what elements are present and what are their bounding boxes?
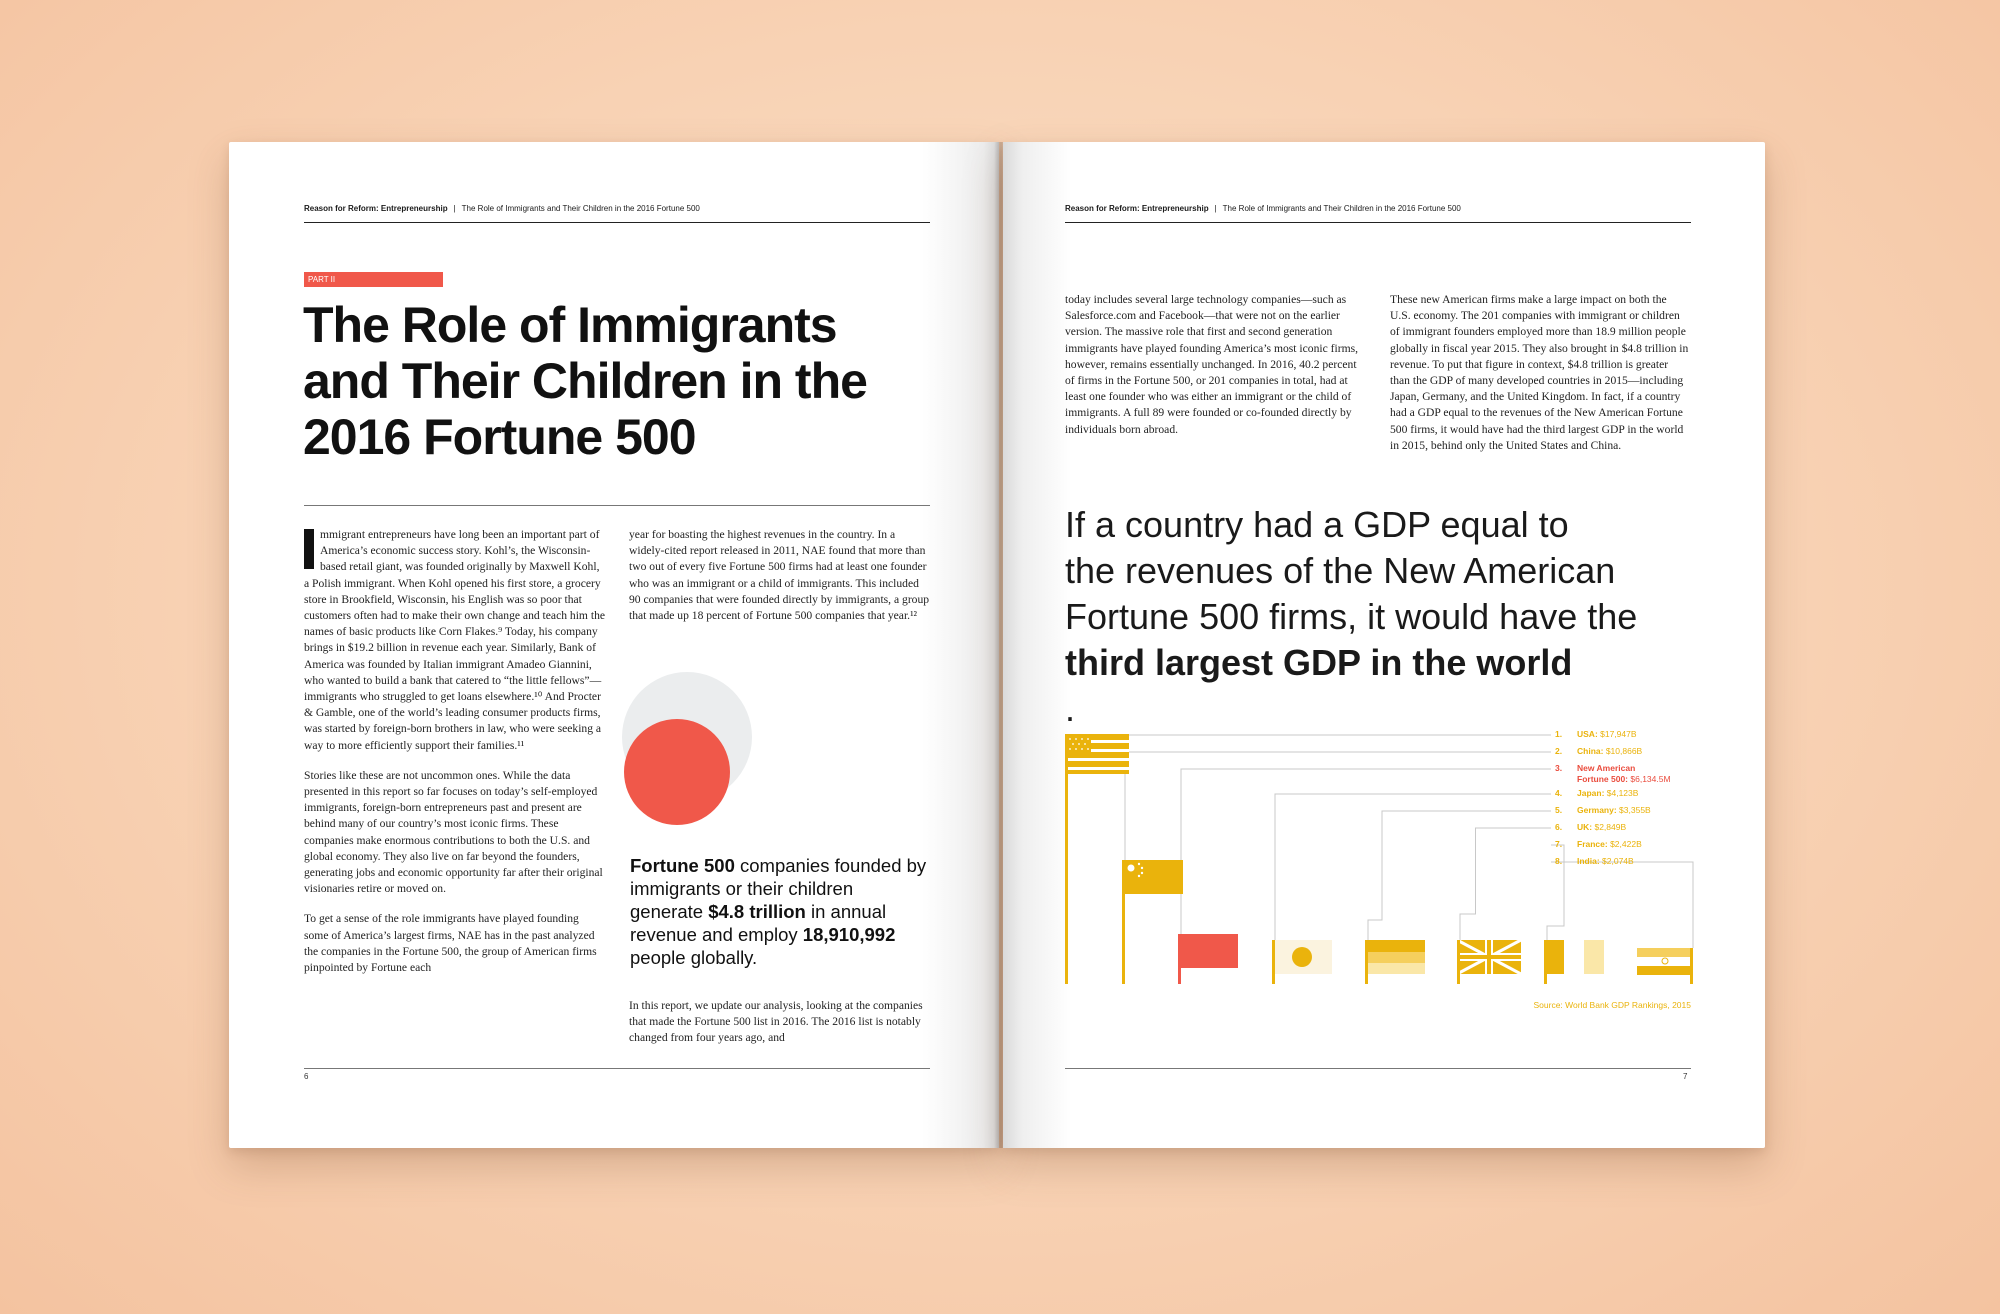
page-title-line: 2016 Fortune 500 (303, 409, 696, 465)
title-rule (304, 505, 930, 506)
chart-label-india (1555, 856, 1634, 867)
page-title-line: The Role of Immigrants (303, 297, 837, 353)
chart-label-name: India: (1577, 856, 1600, 866)
chart-label-rank: 2. (1555, 746, 1563, 756)
comparison-circle-red (624, 719, 730, 825)
body-column-2 (629, 527, 930, 638)
body-paragraph: year for boasting the highest revenues in the country. In a widely-cited report released in 2011, NAE found that more than two out of every five Fortune 500 firms had at least one founder who was an immigrant or a child of immigrants. This included 90 companies that were founded directly by immigrants, a group that made up 18 percent of Fortune 500 companies that year.¹² (629, 528, 930, 623)
usa-flag-icon (1065, 734, 1129, 774)
chart-label-name: New American (1577, 763, 1636, 773)
stat-callout (630, 854, 930, 969)
china-flag-icon (1122, 860, 1183, 894)
pull-quote-line: If a country had a GDP equal to (1065, 504, 1569, 545)
body-column-2-bottom (629, 998, 930, 1061)
body-paragraph-text: mmigrant entrepreneurs have long been an important part of America’s economic success story. Kohl’s, the Wisconsin-based retail giant, was founded originally by Maxwell Kohl, a Polish immigrant. When Kohl opened his first store, a grocery store in Brookfield, Wisconsin, his English was so poor that customers often had to make their own change and teach him the names of basic products like Corn Flakes.⁹ Today, his company brings in $19.2 billion in revenue each year. Similarly, Bank of America was founded by Italian immigrant Amadeo Giannini, who wanted to build a bank that catered to “the little fellows”—immigrants who struggled to get loans elsewhere.¹⁰ And Procter & Gamble, one of the world’s leading consumer products firms, was started by foreign-born brothers in law, who were seeking a way to more efficiently support their families.¹¹ (304, 528, 606, 752)
germany-flag-icon (1365, 940, 1425, 974)
stat-text: companies founded by immigrants or their children generate (630, 855, 927, 922)
chart-label-name: Japan: (1577, 788, 1605, 798)
footer-rule (304, 1068, 930, 1069)
right-page (1003, 142, 1765, 1148)
part-tag: PART II (304, 272, 443, 287)
chart-label-rank: 3. (1555, 763, 1563, 773)
running-head-section: Reason for Reform: Entrepreneurship (304, 204, 448, 213)
japan-flag-icon (1272, 940, 1332, 974)
chart-label-usa (1555, 729, 1637, 740)
chart-label-value: $3,355B (1616, 805, 1651, 815)
chart-label-rank: 4. (1555, 788, 1563, 798)
pull-quote-line: Fortune 500 firms, it would have the (1065, 596, 1638, 637)
page-title (303, 297, 943, 465)
chart-label-name: Germany: (1577, 805, 1617, 815)
running-head-title: The Role of Immigrants and Their Children in the 2016 Fortune 500 (1222, 204, 1461, 213)
chart-label-germany (1555, 805, 1651, 816)
page-number: 6 (304, 1072, 309, 1081)
chart-label-value: $2,074B (1599, 856, 1634, 866)
chart-label-value: $17,947B (1597, 729, 1637, 739)
stat-strong: Fortune 500 (630, 855, 735, 876)
pull-quote-line: the revenues of the New American (1065, 550, 1616, 591)
body-paragraph: Stories like these are not uncommon ones. While the data presented in this report so far focuses on today’s self-employed immigrants, foreign-born entrepreneurs past and present are behind many of our country’s most iconic firms. These companies make enormous contributions to both the U.S. and global economy. They also live on far beyond the founders, generating jobs and economic opportunity far after their original visionaries retire or moved on. (304, 768, 603, 896)
running-head (304, 204, 930, 223)
body-paragraph: These new American firms make a large impact on both the U.S. economy. The 201 companies with immigrant or children of immigrant founders employed more than 18.9 million people globally in fiscal year 2015. They also brought in $4.8 trillion in revenue. To put that figure in context, $4.8 trillion is greater than the GDP of many developed countries in 2015—including Japan, Germany, and the United Kingdom. In fact, if a country had a GDP equal to the revenues of the New American Fortune 500 firms, it would have had the third largest GDP in the world in 2015, behind only the United States and China. (1390, 293, 1689, 452)
left-page (229, 142, 999, 1148)
chart-label-value: $10,866B (1603, 746, 1643, 756)
stat-strong: $4.8 trillion (708, 901, 806, 922)
running-head-separator: | (1214, 204, 1217, 213)
chart-label-value: $6,134.5M (1628, 774, 1671, 784)
stat-strong: 18,910,992 (802, 924, 896, 945)
chart-label-rank: 1. (1555, 729, 1563, 739)
chart-label-rank: 6. (1555, 822, 1563, 832)
chart-label-name: China: (1577, 746, 1604, 756)
chart-connector-line (1125, 752, 1551, 860)
page-number: 7 (1683, 1072, 1688, 1081)
chart-connector-line (1275, 794, 1551, 940)
running-head-title: The Role of Immigrants and Their Children in the 2016 Fortune 500 (461, 204, 700, 213)
running-head-section: Reason for Reform: Entrepreneurship (1065, 204, 1209, 213)
body-column-1 (1065, 292, 1365, 452)
chart-label-japan (1555, 788, 1638, 799)
chart-source: Source: World Bank GDP Rankings, 2015 (1533, 1000, 1691, 1010)
pull-quote-end: . (1065, 688, 1076, 729)
body-paragraph: In this report, we update our analysis, looking at the companies that made the Fortune 500 list in 2016. The 2016 list is notably changed from four years ago, and (629, 999, 923, 1045)
fortune-500-flag-icon (1178, 934, 1238, 968)
chart-label-rank: 7. (1555, 839, 1563, 849)
chart-label-name: USA: (1577, 729, 1598, 739)
chart-label-france (1555, 839, 1642, 850)
running-head (1065, 204, 1691, 223)
body-paragraph: today includes several large technology companies—such as Salesforce.com and Facebook—that were not on the earlier version. The massive role that first and second generation immigrants have played founding America’s most iconic firms, however, remains essentially unchanged. In 2016, 40.2 percent of firms in the Fortune 500, or 201 companies in total, had at least one founder who was either an immigrant or the child of immigrants. A full 89 were founded or co-founded directly by individuals born abroad. (1065, 293, 1359, 436)
body-paragraph: To get a sense of the role immigrants have played founding some of America’s largest firms, NAE has in the past analyzed the companies in the Fortune 500, the group of American firms pinpointed by Fortune each (304, 912, 597, 975)
chart-label-value: $4,123B (1604, 788, 1639, 798)
chart-label-name: France: (1577, 839, 1608, 849)
chart-label-rank: 8. (1555, 856, 1563, 866)
gdp-ranking-chart (1065, 729, 1705, 984)
body-column-1 (304, 527, 606, 990)
pull-quote-line (1065, 640, 1705, 732)
uk-flag-icon (1457, 940, 1521, 974)
chart-label-value: $2,849B (1592, 822, 1627, 832)
chart-label-rank: 5. (1555, 805, 1563, 815)
chart-label-name: Fortune 500: (1577, 774, 1629, 784)
stat-text: people globally. (630, 947, 758, 968)
body-paragraph (304, 527, 606, 754)
running-head-separator: | (453, 204, 456, 213)
drop-cap (304, 529, 314, 569)
chart-label-name: UK: (1577, 822, 1593, 832)
india-flag-icon (1637, 948, 1693, 975)
chart-label-china (1555, 746, 1642, 757)
stat-text: in annual revenue and employ (630, 901, 887, 945)
body-column-2 (1390, 292, 1690, 468)
footer-rule (1065, 1068, 1691, 1069)
chart-label-value: $2,422B (1607, 839, 1642, 849)
chart-label-new-american-fortune-500 (1555, 763, 1671, 785)
france-flag-icon (1544, 940, 1604, 974)
pull-quote-emphasis: third largest GDP in the world (1065, 642, 1573, 683)
pull-quote (1065, 502, 1705, 732)
page-title-line: and Their Children in the (303, 353, 867, 409)
chart-connector-line (1551, 862, 1693, 948)
chart-label-uk (1555, 822, 1626, 833)
chart-connector-line (1460, 828, 1551, 940)
